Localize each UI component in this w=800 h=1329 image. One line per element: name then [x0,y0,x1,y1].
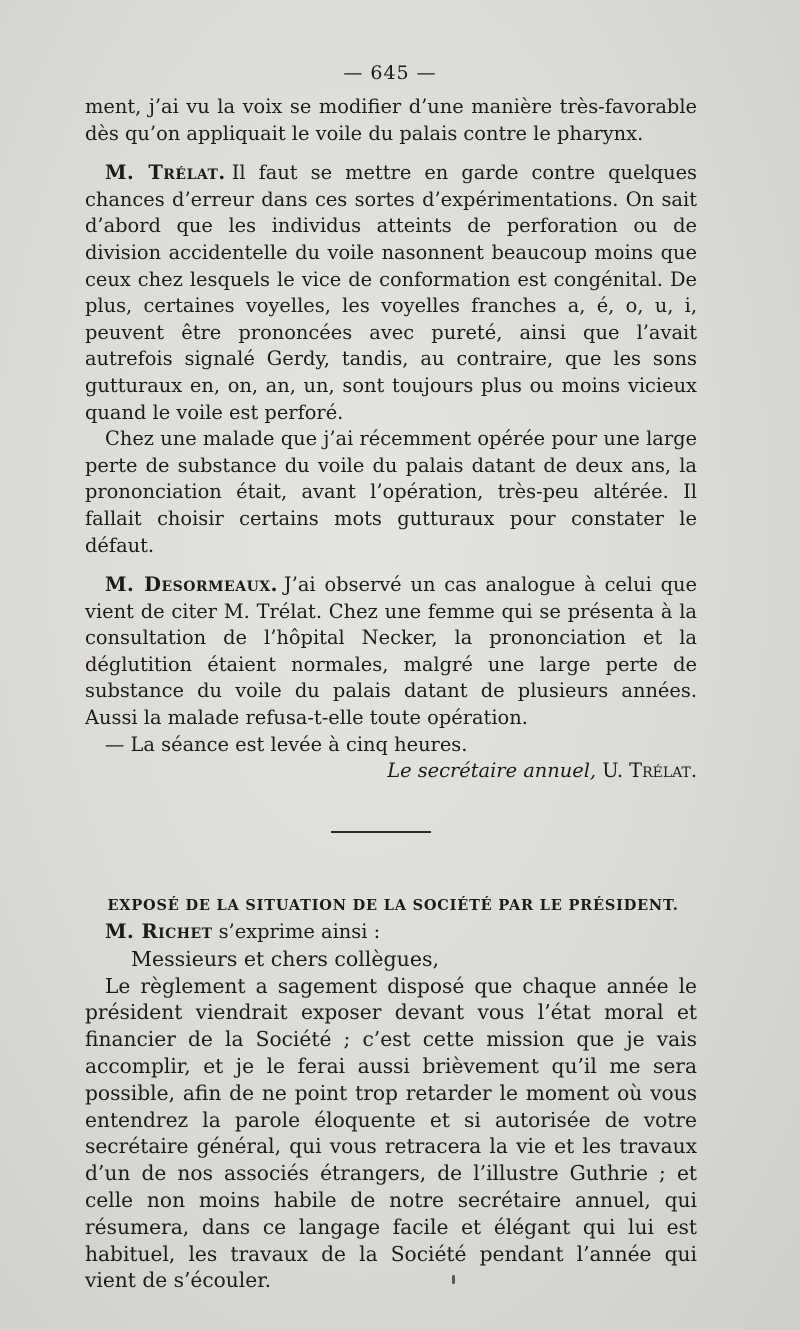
desormeaux-remark: J’ai observé un cas analogue à celui que vient de citer M. Trélat. Chez une femme qui se présenta à la consultation de l’hôpital Necker, la prononciation et la déglutition étaient normales, malgré une large perte de substance du voile du palais datant de plusieurs années. Aussi la malade refusa-t-elle toute opération. [85,573,698,730]
page-number: — 645 — [343,62,437,84]
paragraph-case: Chez une malade que j’ai récemment opérée pour une large perte de substance du voile du palais datant de deux ans, la prononciation était, avant l’opération, très-peu altérée. Il fallait choisir certains mots gutturaux pour constater le défaut. [85,427,697,557]
session-closing: — La séance est levée à cinq heures. [105,732,468,756]
speaker-trelat: M. Trélat. [105,161,226,185]
speaker-richet: M. Richet [105,920,213,944]
section-heading: EXPOSÉ DE LA SITUATION DE LA SOCIÉTÉ PAR LE PRÉSIDENT. [107,896,679,914]
page-mark [452,1275,455,1284]
paragraph-trelat [85,160,697,426]
trelat-remark: Il faut se mettre en garde contre quelques chances d’erreur dans ces sortes d’expérimentations. On sait d’abord que les individus atteints de perforation ou de division accidentelle du voile nasonnent beaucoup moins que ceux chez lesquels le vice de conformation est congénital. De plus, certaines voyelles, les voyelles franches a, é, o, u, i, peuvent être prononcées avec pureté, ainsi que l’avait autrefois signalé Gerdy, tandis, au contraire, que les sons gutturaux en, on, an, un, sont toujours plus ou moins vicieux quand le voile est perforé. [85,161,698,424]
paragraph-desormeaux [85,572,697,732]
section-divider [331,831,431,833]
paragraph-continuation: ment, j’ai vu la voix se modifier d’une manière très-favorable dès qu’on appliquait le voile du palais contre le pharynx. [85,95,697,145]
signature-name: U. Trélat. [602,759,697,783]
richet-intro [85,919,697,946]
signature-role: Le secrétaire annuel, [387,759,597,783]
signature [85,758,697,785]
salutation: Messieurs et chers collègues, [131,947,439,972]
richet-intro-text: s’exprime ainsi : [218,920,381,944]
page-body [85,94,697,1294]
richet-speech: Le règlement a sagement disposé que chaque année le président viendrait exposer devant vous l’état moral et financier de la Société ; c’est cette mission que je vais accomplir, et je le ferai aussi brièvement qu’il me sera possible, afin de ne point trop retarder le moment où vous entendrez la parole éloquente et si autorisée de votre secrétaire général, qui vous retracera la vie et les travaux d’un de nos associés étrangers, de l’illustre Guthrie ; et celle non moins habile de notre secrétaire annuel, qui résumera, dans ce langage facile et élégant qui lui est habituel, les travaux de la Société pendant l’année qui vient de s’écouler. [85,973,697,1293]
speaker-desormeaux: M. Desormeaux. [105,573,278,597]
